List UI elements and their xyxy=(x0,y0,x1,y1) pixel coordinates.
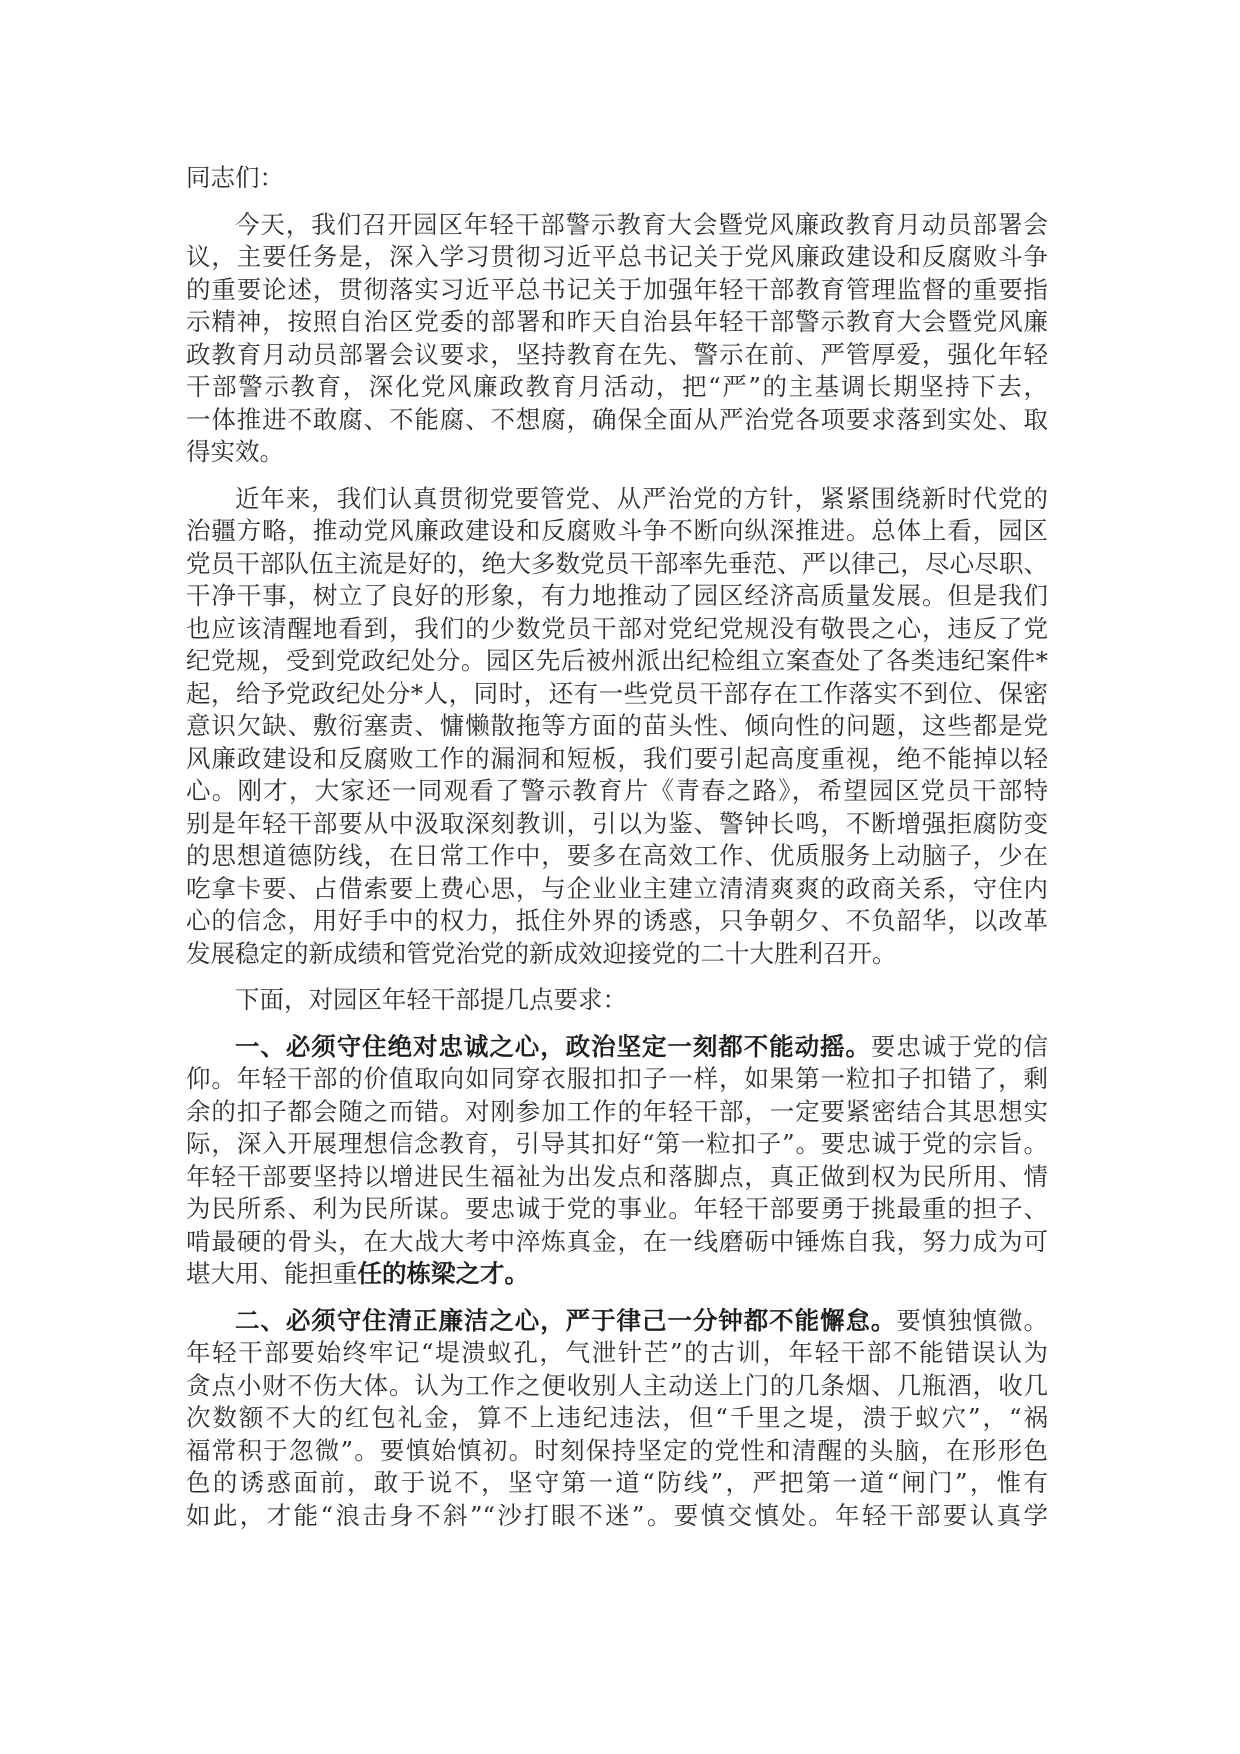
body-text: 心。刚才，大家还一同观看了警示教育片《青春之路》，希望园区党员干部特 xyxy=(186,776,1048,805)
text-line xyxy=(186,1467,1048,1500)
body-text: 议，主要任务是，深入学习贯彻习近平总书记关于党风廉政建设和反腐败斗争 xyxy=(186,242,1048,271)
text-line xyxy=(186,306,1048,339)
text-line xyxy=(186,1063,1048,1096)
text-line xyxy=(186,905,1048,938)
bold-heading-text: 任的栋梁之才。 xyxy=(357,1259,529,1288)
text-line xyxy=(186,1337,1048,1370)
text-line xyxy=(186,775,1048,808)
text-line xyxy=(186,743,1048,776)
body-text: 堪大用、能担重 xyxy=(186,1259,358,1288)
body-text: 如此，才能“浪击身不斜”“沙打眼不迷”。要慎交慎处。年轻干部要认真学 xyxy=(186,1500,1048,1530)
body-paragraph xyxy=(186,209,1048,469)
text-line xyxy=(186,1500,1048,1533)
body-text: 的重要论述，贯彻落实习近平总书记关于加强年轻干部教育管理监督的重要指 xyxy=(186,274,1048,304)
body-text: 啃最硬的骨头，在大战大考中淬炼真金，在一线磨砺中锤炼自我，努力成为可 xyxy=(186,1226,1048,1256)
body-text: 示精神，按照自治区党委的部署和昨天自治县年轻干部警示教育大会暨党风廉 xyxy=(186,307,1048,336)
body-text: 近年来，我们认真贯彻党要管党、从严治党的方针，紧紧围绕新时代党的 xyxy=(235,483,1048,513)
body-text: 治疆方略，推动党风廉政建设和反腐败斗争不断向纵深推进。总体上看，园区 xyxy=(186,516,1048,545)
body-text: 年轻干部要坚持以增进民生福祉为出发点和落脚点，真正做到权为民所用、情 xyxy=(186,1161,1048,1191)
document-body xyxy=(186,209,1048,1533)
body-text: 吃拿卡要、占借索要上费心思，与企业业主建立清清爽爽的政商关系，守住内 xyxy=(186,873,1048,903)
body-text: 心的信念，用好手中的权力，抵住外界的诱惑，只争朝夕、不负韶华，以改革 xyxy=(186,906,1048,935)
text-line xyxy=(186,1193,1048,1226)
text-line xyxy=(186,840,1048,873)
text-line xyxy=(186,274,1048,307)
text-line xyxy=(186,808,1048,841)
text-line xyxy=(186,710,1048,743)
text-line xyxy=(186,241,1048,274)
text-line xyxy=(186,938,1048,971)
text-line xyxy=(186,613,1048,646)
body-text: 下面，对园区年轻干部提几点要求： xyxy=(235,985,627,1014)
bold-heading-text: 二、必须守住清正廉洁之心，严于律己一分钟都不能懈怠。 xyxy=(235,1305,897,1335)
text-line xyxy=(186,1226,1048,1259)
body-text: 仰。年轻干部的价值取向如同穿衣服扣扣子一样，如果第一粒扣子扣错了，剩 xyxy=(186,1064,1048,1093)
body-text: 一体推进不敢腐、不能腐、不想腐，确保全面从严治党各项要求落到实处、取 xyxy=(186,404,1048,434)
body-text: 要慎独慎微。 xyxy=(896,1305,1049,1335)
body-text: 也应该清醒地看到，我们的少数党员干部对党纪党规没有敬畏之心，违反了党 xyxy=(186,613,1048,643)
body-text: 为民所系、利为民所谋。要忠诚于党的事业。年轻干部要勇于挑最重的担子、 xyxy=(186,1194,1048,1223)
bold-heading-text: 一、必须守住绝对忠诚之心，政治坚定一刻都不能动摇。 xyxy=(235,1031,871,1061)
body-text: 干净干事，树立了良好的形象，有力地推动了园区经济高质量发展。但是我们 xyxy=(186,581,1048,610)
text-line xyxy=(186,371,1048,404)
text-line xyxy=(186,1435,1048,1468)
text-line xyxy=(186,1258,1048,1291)
body-text: 色的诱惑面前，敢于说不，坚守第一道“防线”，严把第一道“闸门”，惟有 xyxy=(186,1468,1048,1497)
body-text: 别是年轻干部要从中汲取深刻教训，引以为鉴、警钟长鸣，不断增强拒腐防变 xyxy=(186,808,1048,838)
body-paragraph xyxy=(186,483,1048,971)
body-text: 干部警示教育，深化党风廉政教育月活动，把“严”的主基调长期坚持下去， xyxy=(186,372,1048,401)
body-text: 得实效。 xyxy=(186,437,284,466)
text-line xyxy=(186,209,1048,242)
body-text: 起，给予党政纪处分*人，同时，还有一些党员干部存在工作落实不到位、保密 xyxy=(186,678,1048,708)
body-paragraph xyxy=(186,1031,1048,1291)
text-line xyxy=(186,436,1048,469)
text-line xyxy=(186,1305,1048,1338)
text-line xyxy=(186,873,1048,906)
text-line xyxy=(186,1096,1048,1129)
body-text: 的思想道德防线，在日常工作中，要多在高效工作、优质服务上动脑子，少在 xyxy=(186,841,1048,870)
text-line xyxy=(186,580,1048,613)
body-text: 福常积于忽微”。要慎始慎初。时刻保持坚定的党性和清醒的头脑，在形形色 xyxy=(186,1435,1048,1465)
body-text: 次数额不大的红包礼金，算不上违纪违法，但“千里之堤，溃于蚁穴”，“祸 xyxy=(186,1403,1048,1432)
body-text: 要忠诚于党的信 xyxy=(870,1031,1049,1061)
body-text: 贪点小财不伤大体。认为工作之便收别人主动送上门的几条烟、几瓶酒，收几 xyxy=(186,1370,1048,1400)
text-line xyxy=(186,1370,1048,1403)
body-text: 年轻干部要始终牢记“堤溃蚁孔，气泄针芒”的古训，年轻干部不能错误认为 xyxy=(186,1338,1048,1367)
text-line xyxy=(186,1128,1048,1161)
text-line xyxy=(186,515,1048,548)
text-line xyxy=(186,1402,1048,1435)
body-text: 发展稳定的新成绩和管党治党的新成效迎接党的二十大胜利召开。 xyxy=(186,938,897,968)
body-text: 政教育月动员部署会议要求，坚持教育在先、警示在前、严管厚爱，强化年轻 xyxy=(186,339,1048,369)
document-page xyxy=(186,162,1048,1532)
text-line xyxy=(186,1161,1048,1194)
body-text: 际，深入开展理想信念教育，引导其扣好“第一粒扣子”。要忠诚于党的宗旨。 xyxy=(186,1129,1048,1158)
text-line xyxy=(186,1031,1048,1064)
body-paragraph xyxy=(186,984,1048,1017)
body-text: 党员干部队伍主流是好的，绝大多数党员干部率先垂范、严以律己，尽心尽职、 xyxy=(186,548,1048,578)
body-text: 风廉政建设和反腐败工作的漏洞和短板，我们要引起高度重视，绝不能掉以轻 xyxy=(186,743,1048,773)
text-line xyxy=(186,645,1048,678)
greeting-paragraph xyxy=(186,162,1048,195)
text-line xyxy=(186,404,1048,437)
text-line xyxy=(186,984,1048,1017)
text-line xyxy=(186,339,1048,372)
body-text: 余的扣子都会随之而错。对刚参加工作的年轻干部，一定要紧密结合其思想实 xyxy=(186,1096,1048,1126)
body-text: 纪党规，受到党政纪处分。园区先后被州派出纪检组立案查处了各类违纪案件* xyxy=(186,646,1048,675)
greeting-text: 同志们： xyxy=(186,163,284,192)
text-line xyxy=(186,483,1048,516)
body-paragraph xyxy=(186,1305,1048,1533)
text-line xyxy=(186,678,1048,711)
text-line xyxy=(186,548,1048,581)
body-text: 意识欠缺、敷衍塞责、慵懒散拖等方面的苗头性、倾向性的问题，这些都是党 xyxy=(186,711,1048,740)
body-text: 今天，我们召开园区年轻干部警示教育大会暨党风廉政教育月动员部署会 xyxy=(235,209,1048,239)
